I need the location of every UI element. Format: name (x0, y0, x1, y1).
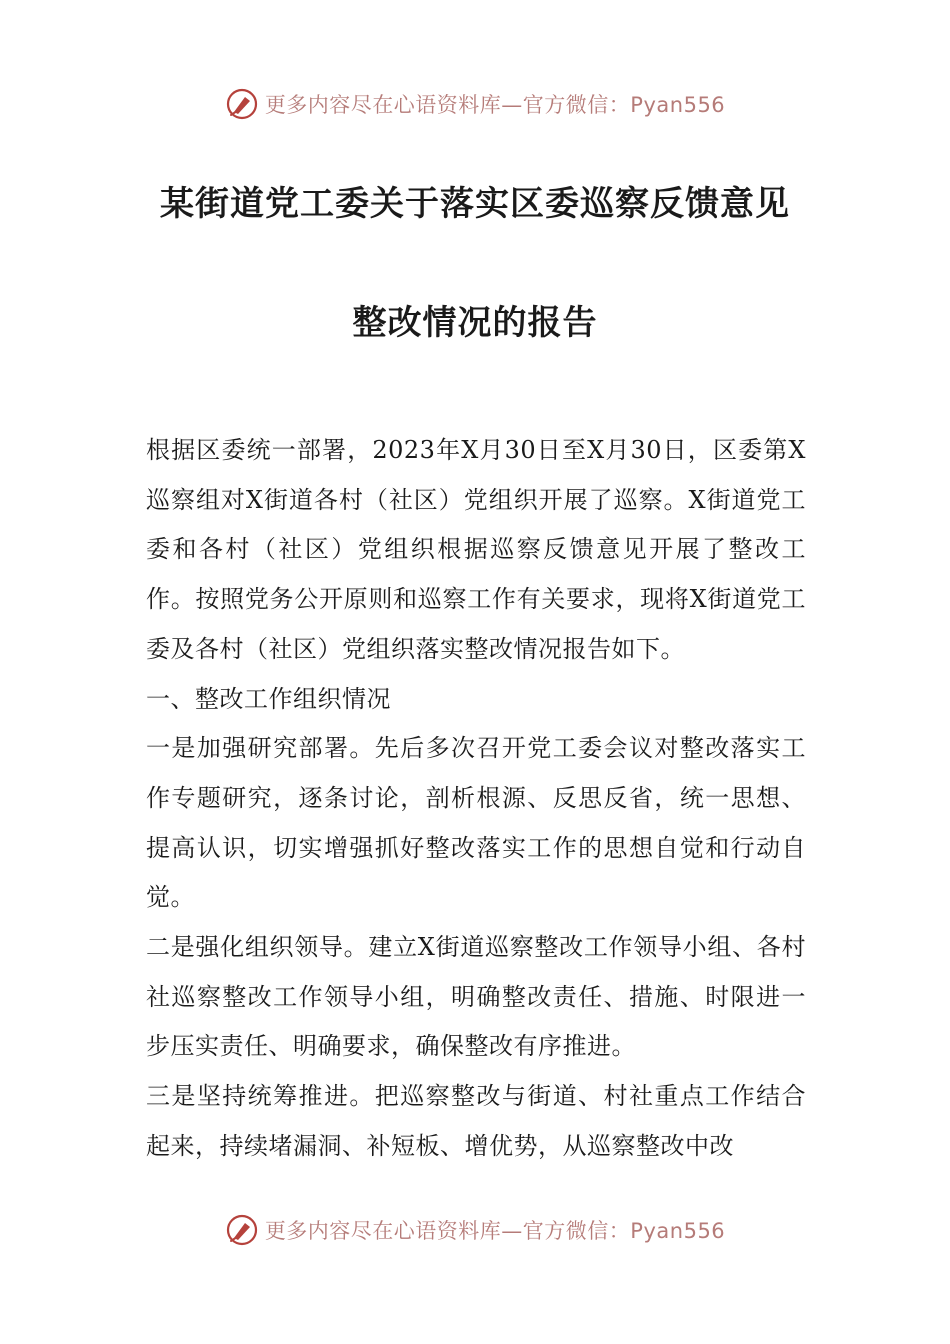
intro-paragraph: 根据区委统一部署，2023年X月30日至X月30日，区委第X巡察组对X街道各村（社区）党组织开展了巡察。X街道党工委和各村（社区）党组织根据巡察反馈意见开展了整改工作。按照党务公开原则和巡察工作有关要求，现将X街道党工委及各村（社区）党组织落实整改情况报告如下。 (146, 436, 806, 663)
pen-nib-circle-icon (225, 87, 259, 121)
watermark-text: 更多内容尽在心语资料库—官方微信：Pyan556 (264, 1219, 726, 1243)
point-three-paragraph: 三是坚持统筹推进。把巡察整改与街道、村社重点工作结合起来，持续堵漏洞、补短板、增优势，从巡察整改中改 (146, 1082, 806, 1160)
document-body (146, 426, 806, 1172)
point-two-paragraph: 二是强化组织领导。建立X街道巡察整改工作领导小组、各村社巡察整改工作领导小组，明确整改责任、措施、时限进一步压实责任、明确要求，确保整改有序推进。 (146, 933, 806, 1061)
watermark-footer (0, 1212, 950, 1248)
point-one-paragraph: 一是加强研究部署。先后多次召开党工委会议对整改落实工作专题研究，逐条讨论，剖析根源、反思反省，统一思想、提高认识，切实增强抓好整改落实工作的思想自觉和行动自觉。 (146, 734, 806, 912)
section-heading: 一、整改工作组织情况 (146, 684, 391, 713)
pen-nib-circle-icon (225, 1213, 259, 1247)
document-title-line1: 某街道党工委关于落实区委巡察反馈意见 (160, 184, 790, 224)
document-title-line2: 整改情况的报告 (352, 303, 598, 343)
watermark-header (0, 86, 950, 122)
watermark-text: 更多内容尽在心语资料库—官方微信：Pyan556 (264, 93, 726, 117)
